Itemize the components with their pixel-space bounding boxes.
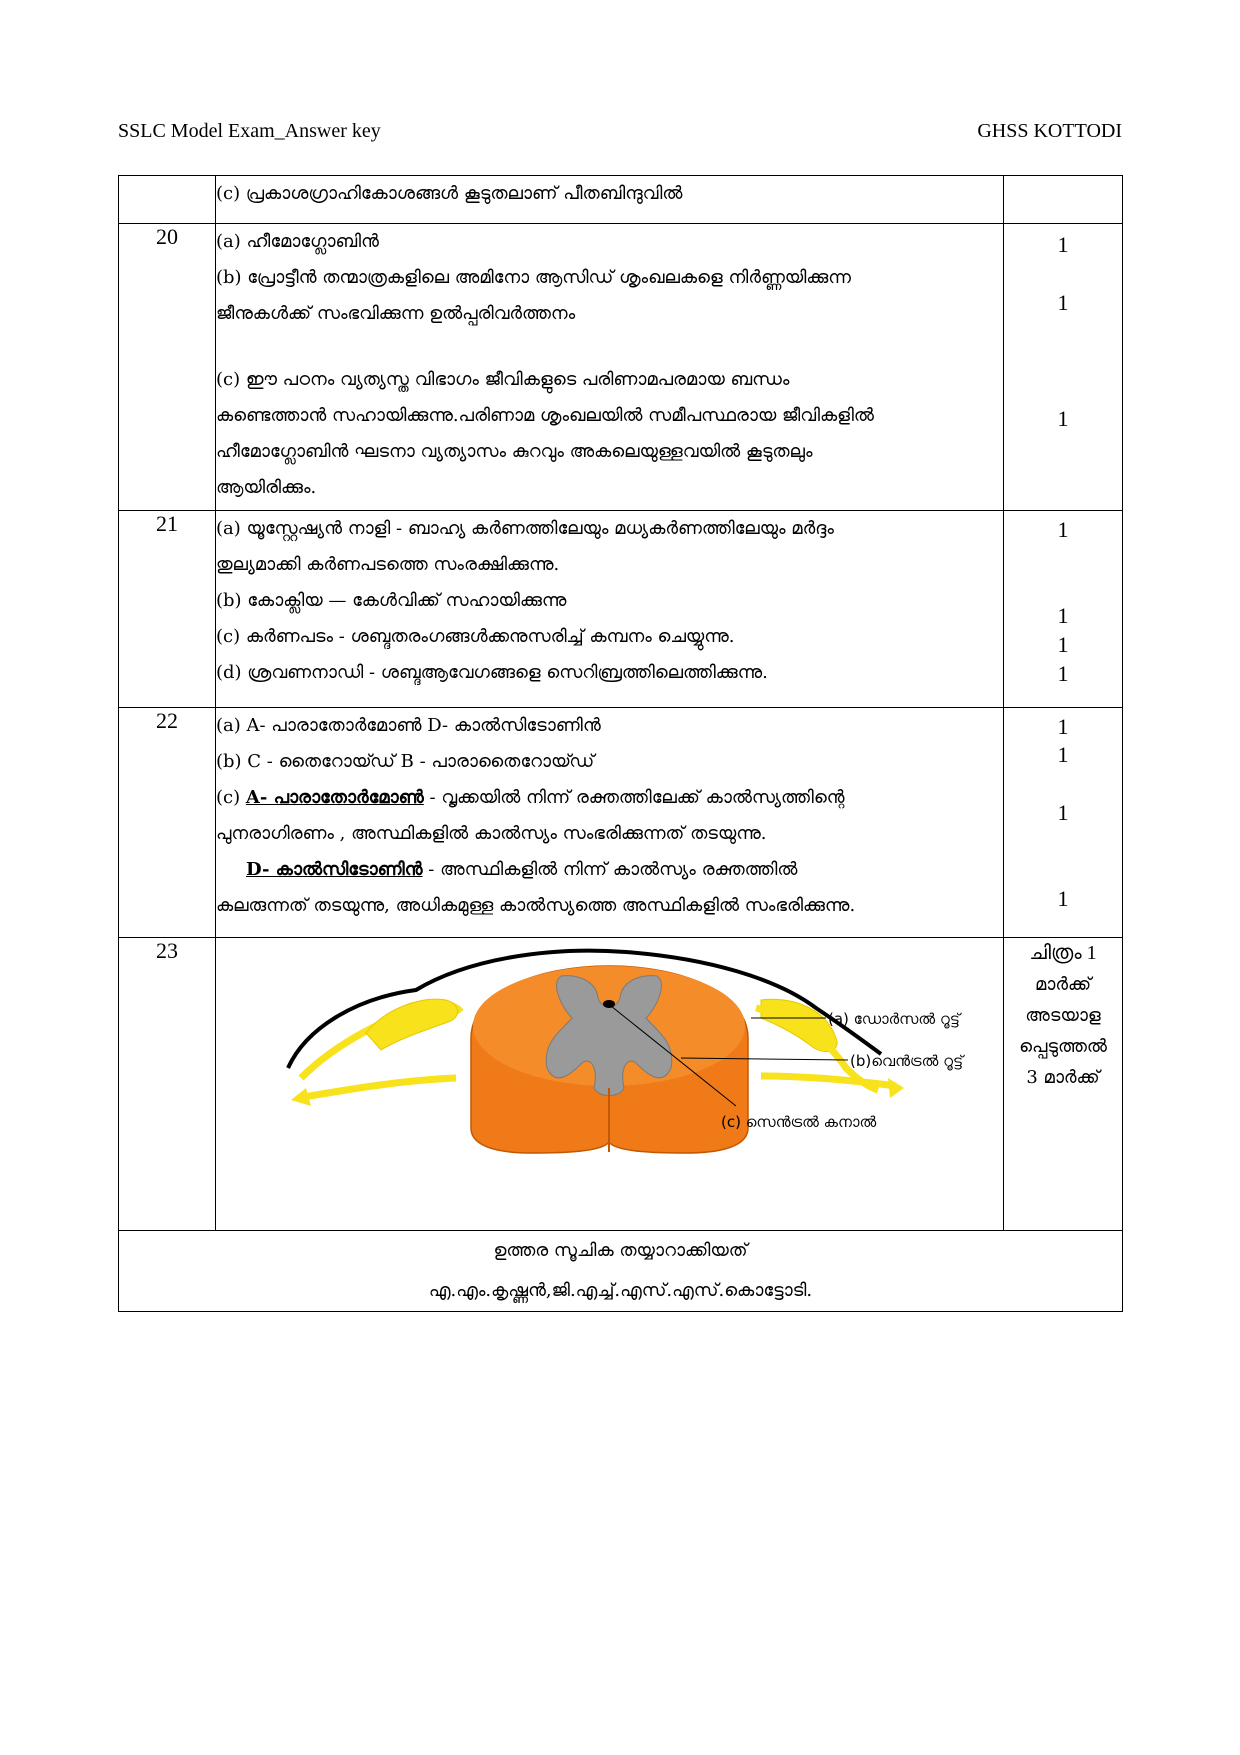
mark-value: 1 (1057, 290, 1069, 315)
answer-cell (216, 511, 1004, 708)
answer-22a: (a) A- പാരാതോർമോൺ D- കാൽസിടോണിൻ (216, 715, 601, 736)
marks-cell (1004, 511, 1123, 708)
spinal-cord-diagram (216, 938, 1005, 1230)
header-left: SSLC Model Exam_Answer key (118, 120, 381, 142)
answer-cell (216, 176, 1004, 224)
answer-19c: (c) പ്രകാശഗ്രാഹികോശങ്ങൾ കൂടുതലാണ് പീതബിന്ദുവിൽ (216, 183, 683, 204)
answer-20b-line2: ജീനുകൾക്ക് സംഭവിക്കുന്ന ഉൽപ്പരിവർത്തനം (216, 303, 576, 324)
table-row (119, 938, 1123, 1231)
answer-20a: (a) ഹീമോഗ്ലോബിൻ (216, 231, 379, 252)
label-central-canal: (c) സെൻട്രൽ കനാൽ (721, 1113, 877, 1131)
mark-value: 1 (1057, 517, 1069, 542)
mark-value: 1 (1057, 714, 1069, 739)
marks-cell (1004, 176, 1123, 224)
answer-21a-line1: (a) യൂസ്റ്റേഷ്യൻ നാളി - ബാഹ്യ കർണത്തിലേയും മധ്യകർണത്തിലേയും മർദ്ദം (216, 518, 834, 539)
ventral-root-left (298, 1078, 456, 1098)
nerve-end-left (291, 1088, 311, 1106)
dorsal-ganglion-left (366, 999, 458, 1050)
answer-22c-line2: പുനരാഗിരണം , അസ്ഥികളിൽ കാൽസ്യം സംഭരിക്കുന്നത് തടയുന്നു. (216, 823, 767, 844)
mark-value: 1 (1057, 603, 1069, 628)
nerve-end-right (888, 1078, 904, 1098)
mark-value: 1 (1057, 800, 1069, 825)
mark-value: 1 (1057, 742, 1069, 767)
answer-22c-line1 (216, 780, 1003, 816)
answer-20c-line2: കണ്ടെത്താൻ സഹായിക്കുന്നു.പരിണാമ ശൃംഖലയിൽ സമീപസ്ഥരായ ജീവികളിൽ (216, 405, 874, 426)
answer-22d-line1 (216, 852, 1003, 888)
answer-22d-term: D- കാൽസിടോണിൻ (246, 859, 423, 880)
mark-value: 1 (1057, 886, 1069, 911)
marks-cell (1004, 708, 1123, 938)
answer-21b: (b) കോക്ലിയ — കേൾവിക്ക് സഹായിക്കുന്നു (216, 590, 567, 611)
mark-value: 1 (1057, 632, 1069, 657)
answer-21d: (d) ശ്രവണനാഡി - ശബ്ദആവേഗങ്ങളെ സെറിബ്രത്തിലെത്തിക്കുന്നു. (216, 662, 768, 683)
answer-21a-line2: തുല്യമാക്കി കർണപടത്തെ സംരക്ഷിക്കുന്നു. (216, 554, 560, 575)
answer-cell (216, 224, 1004, 511)
answer-20b-line1: (b) പ്രോട്ടീൻ തന്മാത്രകളിലെ അമിനോ ആസിഡ് ശൃംഖലകളെ നിർണ്ണയിക്കുന്ന (216, 267, 851, 288)
mark-note-line: അടയാള (1025, 1005, 1101, 1026)
table-row (119, 708, 1123, 938)
question-number: 22 (119, 708, 216, 938)
table-row (119, 224, 1123, 511)
marks-cell (1004, 938, 1123, 1231)
prepared-by-cell (119, 1231, 1123, 1312)
figure-cell (216, 938, 1004, 1231)
answer-key-table (118, 175, 1123, 1312)
answer-20c-line3: ഹീമോഗ്ലോബിൻ ഘടനാ വ്യത്യാസം കുറവും അകലെയുള്ളവയിൽ കൂടുതലും (216, 441, 813, 462)
answer-22c-term: A- പാരാതോർമോൺ (245, 787, 424, 808)
answer-22d-line2: കലരുന്നത് തടയുന്നു, അധികമുള്ള കാൽസ്യത്തെ അസ്ഥികളിൽ സംഭരിക്കുന്നു. (216, 895, 856, 916)
table-row (119, 511, 1123, 708)
prepared-by-name: എ.എം.കൃഷ്ണൻ,ജി.എച്ച്.എസ്.എസ്.കൊട്ടോടി. (428, 1280, 813, 1301)
mark-value: 1 (1057, 406, 1069, 431)
answer-cell (216, 708, 1004, 938)
ventral-root-right (761, 1076, 896, 1086)
central-canal (603, 1000, 615, 1008)
answer-20c-line1: (c) ഈ പഠനം വ്യത്യസ്ത വിഭാഗം ജീവികളുടെ പരിണാമപരമായ ബന്ധം (216, 369, 790, 390)
label-dorsal-root: (a) ഡോർസൽ റൂട്ട് (828, 1010, 960, 1028)
prepared-by-label: ഉത്തര സൂചിക തയ്യാറാക്കിയത് (493, 1240, 748, 1261)
mark-note-line: മാർക്ക് (1034, 974, 1092, 995)
question-number: 21 (119, 511, 216, 708)
mark-note-line: പ്പെടുത്തൽ (1019, 1036, 1107, 1057)
answer-21c: (c) കർണപടം - ശബ്ദതരംഗങ്ങൾക്കനുസരിച്ച് കമ്പനം ചെയ്യുന്നു. (216, 626, 735, 647)
answer-22c-prefix: (c) (216, 787, 246, 808)
question-number: 20 (119, 224, 216, 511)
answer-22b: (b) C - തൈറോയ്ഡ് B - പാരാതൈറോയ്ഡ് (216, 751, 595, 772)
question-number-cell (119, 176, 216, 224)
header-right: GHSS KOTTODI (977, 120, 1122, 142)
table-row (119, 176, 1123, 224)
label-ventral-root: (b)വെൻട്രൽ റൂട്ട് (850, 1052, 964, 1070)
answer-22c-rest: - വൃക്കയിൽ നിന്ന് രക്തത്തിലേക്ക് കാൽസ്യത്തിന്റെ (423, 787, 845, 808)
answer-22d-rest: - അസ്ഥികളിൽ നിന്ന് കാൽസ്യം രക്തത്തിൽ (422, 859, 798, 880)
mark-note-line: ചിത്രം 1 (1029, 942, 1097, 964)
mark-note-line: 3 മാർക്ക് (1026, 1067, 1100, 1088)
marks-cell (1004, 224, 1123, 511)
question-number: 23 (119, 938, 216, 1231)
mark-value: 1 (1057, 232, 1069, 257)
table-row (119, 1231, 1123, 1312)
mark-value: 1 (1057, 661, 1069, 686)
answer-20c-line4: ആയിരിക്കും. (216, 477, 317, 498)
